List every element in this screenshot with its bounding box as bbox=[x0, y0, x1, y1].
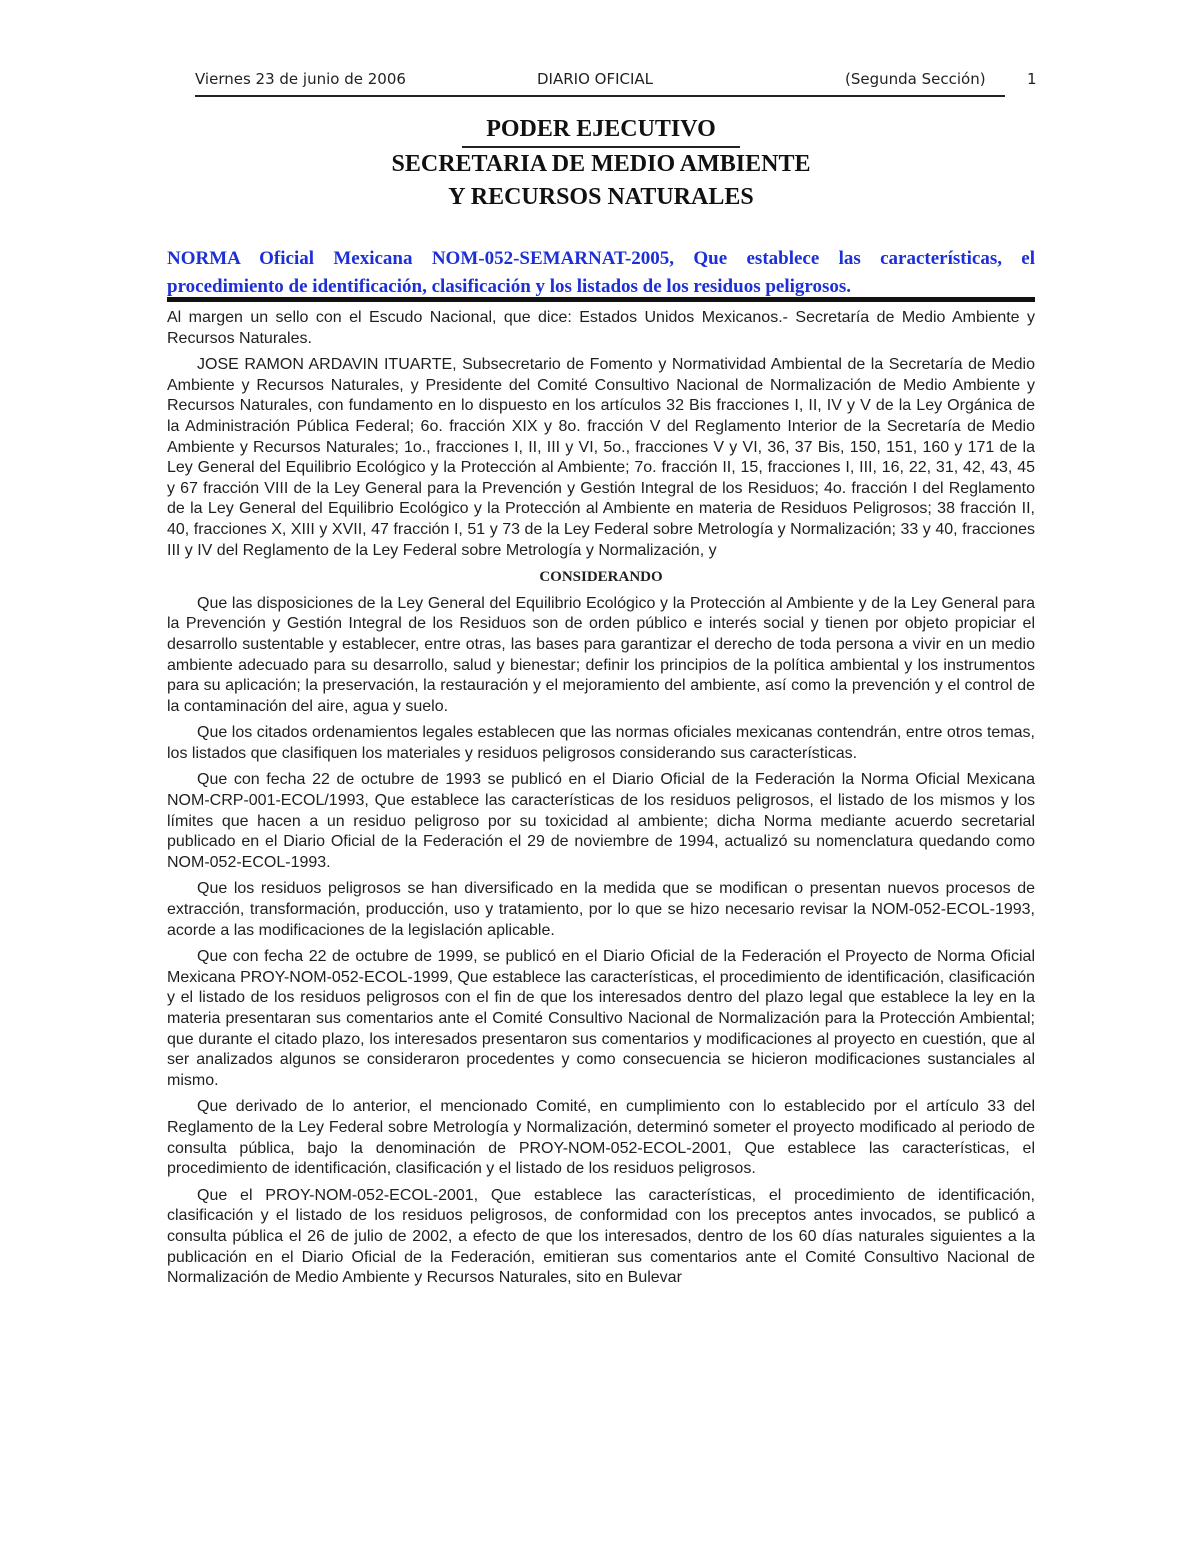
branch-title: PODER EJECUTIVO bbox=[462, 112, 740, 148]
considerando-paragraph: Que derivado de lo anterior, el mencionado Comité, en cumplimiento con lo establecido por el artículo 33 del Reglamento de la Ley Federal sobre Metrología y Normalización, determinó someter el proyecto modificado al periodo de consulta pública, bajo la denominación de PROY-NOM-052-ECOL-2001, Que establece las características, el procedimiento de identificación, clasificación y el listado de los residuos peligrosos. bbox=[167, 1098, 1035, 1178]
document-body bbox=[167, 308, 1035, 1295]
considerando-paragraph: Que el PROY-NOM-052-ECOL-2001, Que establece las características, el procedimiento de identificación, clasificación y el listado de los residuos peligrosos, de conformidad con los preceptos antes invocados, se publicó a consulta pública el 26 de julio de 2002, a efecto de que los interesados, dentro de los 60 días naturales siguientes a la publicación en el Diario Oficial de la Federación, emitieran sus comentarios ante el Comité Consultivo Nacional de Normalización de Medio Ambiente y Recursos Naturales, sito en Bulevar bbox=[167, 1186, 1035, 1287]
secretariat-title-line2: Y RECURSOS NATURALES bbox=[448, 184, 754, 210]
title-divider bbox=[167, 297, 1035, 302]
header-divider bbox=[195, 95, 1005, 97]
header-section: (Segunda Sección) bbox=[845, 70, 986, 88]
header-date: Viernes 23 de junio de 2006 bbox=[195, 70, 406, 88]
considerando-paragraph: Que los citados ordenamientos legales establecen que las normas oficiales mexicanas contendrán, entre otros temas, los listados que clasifiquen los materiales y residuos peligrosos considerando sus características. bbox=[167, 724, 1035, 762]
intro-paragraph: JOSE RAMON ARDAVIN ITUARTE, Subsecretario de Fomento y Normatividad Ambiental de la Secretaría de Medio Ambiente y Recursos Naturales, y Presidente del Comité Consultivo Nacional de Normalización de Medio Ambiente y Recursos Naturales, con fundamento en lo dispuesto en los artículos 32 Bis fracciones I, II, IV y V de la Ley Orgánica de la Administración Pública Federal; 6o. fracción XIX y 8o. fracción V del Reglamento Interior de la Secretaría de Medio Ambiente y Recursos Naturales; 1o., fracciones I, II, III y VI, 5o., fracciones V y VI, 36, 37 Bis, 150, 151, 160 y 171 de la Ley General del Equilibrio Ecológico y la Protección al Ambiente; 7o. fracción II, 15, fracciones I, III, 16, 22, 31, 42, 43, 45 y 67 fracción VIII de la Ley General para la Prevención y Gestión Integral de los Residuos; 4o. fracción I del Reglamento de la Ley General del Equilibrio Ecológico y la Protección al Ambiente en materia de Residuos Peligrosos; 38 fracción II, 40, fracciones X, XIII y XVII, 47 fracción I, 51 y 73 de la Ley Federal sobre Metrología y Normalización; 33 y 40, fracciones III y IV del Reglamento de la Ley Federal sobre Metrología y Normalización, y bbox=[167, 356, 1035, 559]
running-header bbox=[195, 70, 1037, 96]
norma-title: NORMA Oficial Mexicana NOM-052-SEMARNAT-2005, Que establece las características, el procedimiento de identificación, clasificación y los listados de los residuos peligrosos. bbox=[167, 248, 1035, 297]
considerando-paragraph: Que los residuos peligrosos se han diversificado en la medida que se modifican o presentan nuevos procesos de extracción, transformación, producción, uso y tratamiento, por lo que se hizo necesario revisar la NOM-052-ECOL-1993, acorde a las modificaciones de la legislación aplicable. bbox=[167, 880, 1035, 939]
considerando-paragraph: Que con fecha 22 de octubre de 1993 se publicó en el Diario Oficial de la Federación la Norma Oficial Mexicana NOM-CRP-001-ECOL/1993, Que establece las características de los residuos peligrosos, el listado de los mismos y los límites que hacen a un residuo peligroso por su toxicidad al ambiente; dicha Norma mediante acuerdo secretarial publicado en el Diario Oficial de la Federación el 29 de noviembre de 1994, actualizó su nomenclatura quedando como NOM-052-ECOL-1993. bbox=[167, 771, 1035, 871]
title-block bbox=[167, 112, 1035, 214]
intro-paragraph: Al margen un sello con el Escudo Nacional, que dice: Estados Unidos Mexicanos.- Secretaría de Medio Ambiente y Recursos Naturales. bbox=[167, 309, 1035, 347]
header-publication: DIARIO OFICIAL bbox=[537, 70, 654, 88]
considerando-paragraph: Que las disposiciones de la Ley General del Equilibrio Ecológico y la Protección al Ambiente y de la Ley General para la Prevención y Gestión Integral de los Residuos son de orden público e interés social y tienen por objeto propiciar el desarrollo sustentable y establecer, entre otras, las bases para garantizar el derecho de toda persona a vivir en un medio ambiente adecuado para su desarrollo, salud y bienestar; definir los principios de la política ambiental y los instrumentos para su aplicación; la preservación, la restauración y el mejoramiento del ambiente, así como la prevención y el control de la contaminación del aire, agua y suelo. bbox=[167, 594, 1035, 715]
secretariat-title-line1: SECRETARIA DE MEDIO AMBIENTE bbox=[391, 151, 811, 177]
considerando-paragraph: Que con fecha 22 de octubre de 1999, se publicó en el Diario Oficial de la Federación el Proyecto de Norma Oficial Mexicana PROY-NOM-052-ECOL-1999, Que establece las características, el procedimiento de identificación, clasificación y el listado de los residuos peligrosos con el fin de que los interesados dentro del plazo legal que establece la ley en la materia presentaran sus comentarios ante el Comité Consultivo Nacional de Normalización para la Protección Ambiental; que durante el citado plazo, los interesados presentaron sus comentarios y modificaciones al proyecto en cuestión, que al ser analizados algunos se consideraron procedentes y como consecuencia se hicieron modificaciones sustanciales al mismo. bbox=[167, 948, 1035, 1089]
header-page-number: 1 bbox=[1027, 70, 1037, 88]
considerando-heading: CONSIDERANDO bbox=[539, 569, 663, 586]
